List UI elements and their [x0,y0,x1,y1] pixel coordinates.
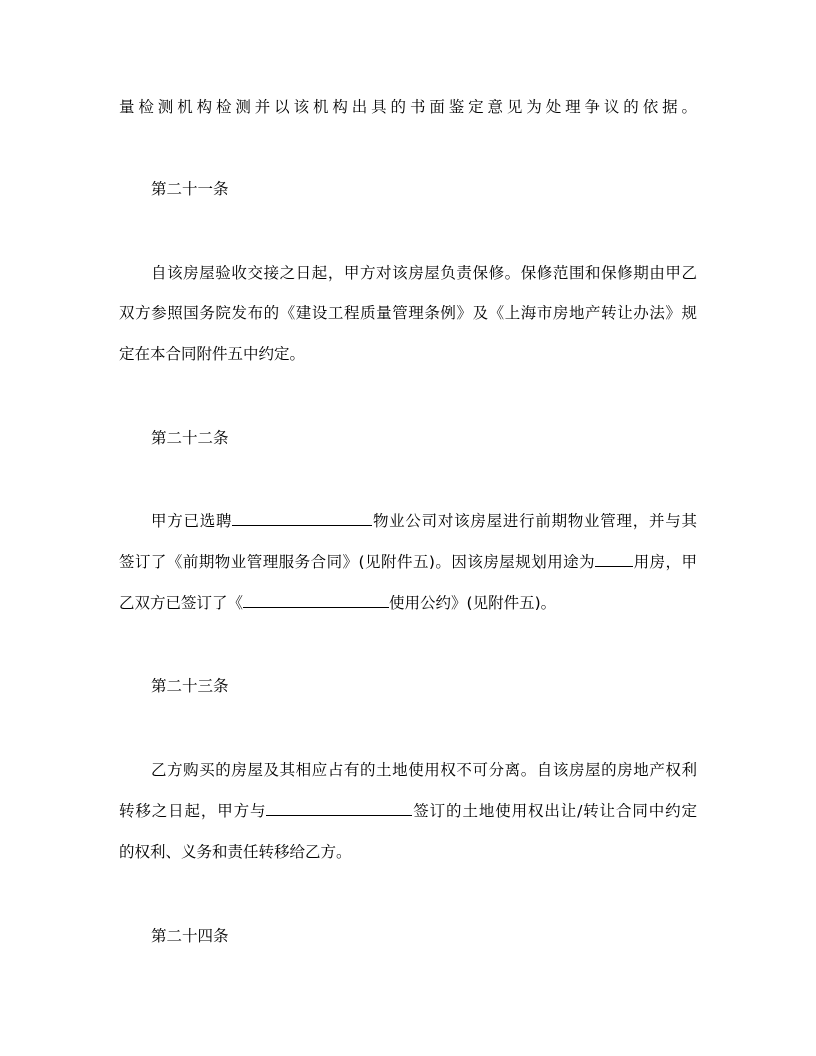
paragraph-line: 定在本合同附件五中约定。 [119,345,306,363]
paragraph-line [119,96,697,118]
article-heading-24: 第二十四条 [151,927,229,945]
paragraph-line: 的权利、义务和责任转移给乙方。 [119,843,352,861]
fill-in-blank[interactable] [243,593,389,608]
paragraph-line [151,510,697,532]
line-text: 签订的土地使用权出让/转让合同中约定 [412,802,697,820]
line-text: 乙双方已签订了《 [119,594,244,612]
article-heading-22: 第二十二条 [151,429,229,447]
paragraph-line [119,800,697,822]
line-text: 物业公司对该房屋进行前期物业管理，并与其 [372,512,697,530]
paragraph-line: 乙方购买的房屋及其相应占有的土地使用权不可分离。自该房屋的房地产权利 [151,761,697,779]
line-text: 甲方已选聘 [151,512,233,530]
paragraph-line [119,592,697,614]
fill-in-blank[interactable] [266,801,412,816]
line-text: 签订了《前期物业管理服务合同》(见附件五)。因该房屋规划用途为 [119,553,596,571]
fill-in-blank[interactable] [232,511,372,526]
line-text: 使用公约》(见附件五)。 [389,594,557,612]
paragraph-line: 自该房屋验收交接之日起，甲方对该房屋负责保修。保修范围和保修期由甲乙 [151,264,697,282]
article-heading-23: 第二十三条 [151,677,229,695]
line-text: 用房，甲 [633,553,697,571]
fill-in-blank[interactable] [595,552,633,567]
line-text: 转移之日起，甲方与 [119,802,267,820]
paragraph-line [119,551,697,573]
article-heading-21: 第二十一条 [151,180,229,198]
paragraph-line: 双方参照国务院发布的《建设工程质量管理条例》及《上海市房地产转让办法》规 [119,304,697,322]
line-text: 量检测机构检测并以该机构出具的书面鉴定意见为处理争议的依据。 [119,98,697,116]
